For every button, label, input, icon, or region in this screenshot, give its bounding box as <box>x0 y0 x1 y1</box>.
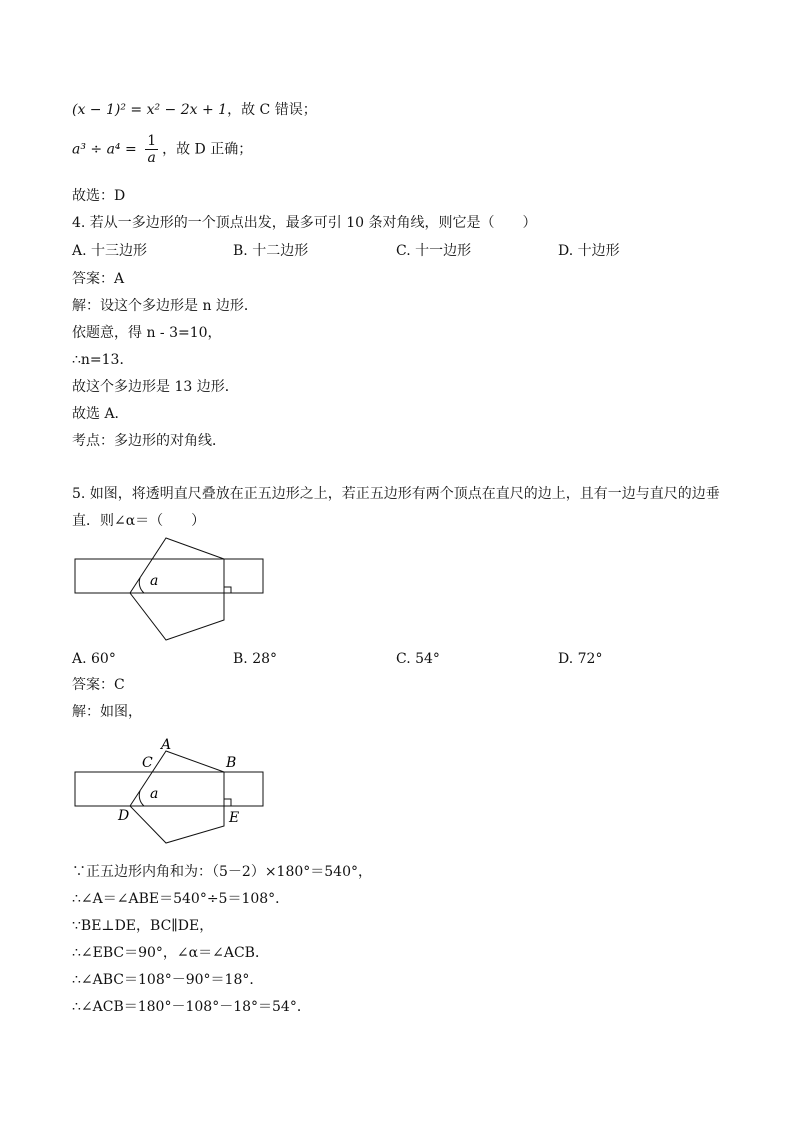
question-5-text-cont: 直．则∠α＝（ ） <box>72 513 206 529</box>
q5-option-c: C. 54° <box>396 651 440 667</box>
vertex-label-d: D <box>118 808 130 824</box>
conclusion-text: ，故 D 正确； <box>162 141 253 158</box>
q5-solution-step: ∴∠ACB＝180°－108°－18°＝54°． <box>72 999 311 1015</box>
math-expression: a³ ÷ a⁴ = <box>72 141 137 158</box>
ruler-rect <box>75 772 263 806</box>
answer-line: 故选：D <box>72 188 126 204</box>
q4-solution-line: 解：设这个多边形是 n 边形． <box>72 298 258 314</box>
q4-option-d: D. 十边形 <box>558 243 620 259</box>
fraction <box>145 133 158 166</box>
q4-answer: 答案：A <box>72 271 125 287</box>
q5-answer: 答案：C <box>72 677 125 693</box>
q5-option-d: D. 72° <box>558 651 603 667</box>
fraction-denominator: a <box>147 150 156 166</box>
q4-option-b: B. 十二边形 <box>233 243 309 259</box>
q5-solution-step: ∴∠EBC＝90°，∠α＝∠ACB． <box>72 945 269 961</box>
alpha-label: a <box>150 786 159 802</box>
q4-option-c: C. 十一边形 <box>396 243 472 259</box>
angle-arc <box>139 578 144 593</box>
q5-option-b: B. 28° <box>233 651 278 667</box>
q5-solution-step: ∴∠ABC＝108°－90°＝18°． <box>72 972 264 988</box>
alpha-label: a <box>150 573 159 589</box>
ruler-pentagon-figure <box>60 530 280 650</box>
q5-option-a: A. 60° <box>72 651 116 667</box>
q4-option-a: A. 十三边形 <box>72 243 148 259</box>
vertex-label-a: A <box>161 737 172 753</box>
conclusion-text: ，故 C 错误； <box>227 102 317 118</box>
math-line-d <box>72 133 252 166</box>
pentagon <box>130 538 224 640</box>
math-expression: (x − 1)² = x² − 2x + 1 <box>72 102 228 118</box>
fraction-numerator: 1 <box>147 133 157 149</box>
ruler-rect <box>75 559 263 593</box>
vertex-label-e: E <box>229 810 240 826</box>
q5-solution-step: ∵BE⊥DE，BC∥DE， <box>72 918 214 934</box>
q4-knowledge-point: 考点：多边形的对角线． <box>72 433 226 449</box>
q4-solution-line: ∴n=13． <box>72 352 134 368</box>
question-5-text: 5. 如图，将透明直尺叠放在正五边形之上，若正五边形有两个顶点在直尺的边上，且有一边与直尺的边垂 <box>72 486 720 502</box>
right-angle-mark <box>224 587 231 593</box>
angle-arc <box>139 791 144 806</box>
math-line-c <box>72 101 317 119</box>
question-4-text: 4. 若从一多边形的一个顶点出发，最多可引 10 条对角线，则它是（ ） <box>72 215 537 231</box>
q4-solution-line: 故这个多边形是 13 边形． <box>72 379 239 395</box>
labelled-pentagon-figure <box>60 735 280 845</box>
q4-solution-line: 故选 A． <box>72 406 129 422</box>
q5-solution-step: ∴∠A＝∠ABE＝540°÷5＝108°． <box>72 891 290 907</box>
right-angle-mark <box>224 799 231 806</box>
vertex-label-b: B <box>226 755 237 771</box>
q5-solution-step: ∵正五边形内角和为：（5－2）×180°＝540°， <box>72 864 372 880</box>
q5-solution-intro: 解：如图， <box>72 704 142 720</box>
vertex-label-c: C <box>142 755 153 771</box>
q4-solution-line: 依题意，得 n - 3=10， <box>72 325 222 341</box>
